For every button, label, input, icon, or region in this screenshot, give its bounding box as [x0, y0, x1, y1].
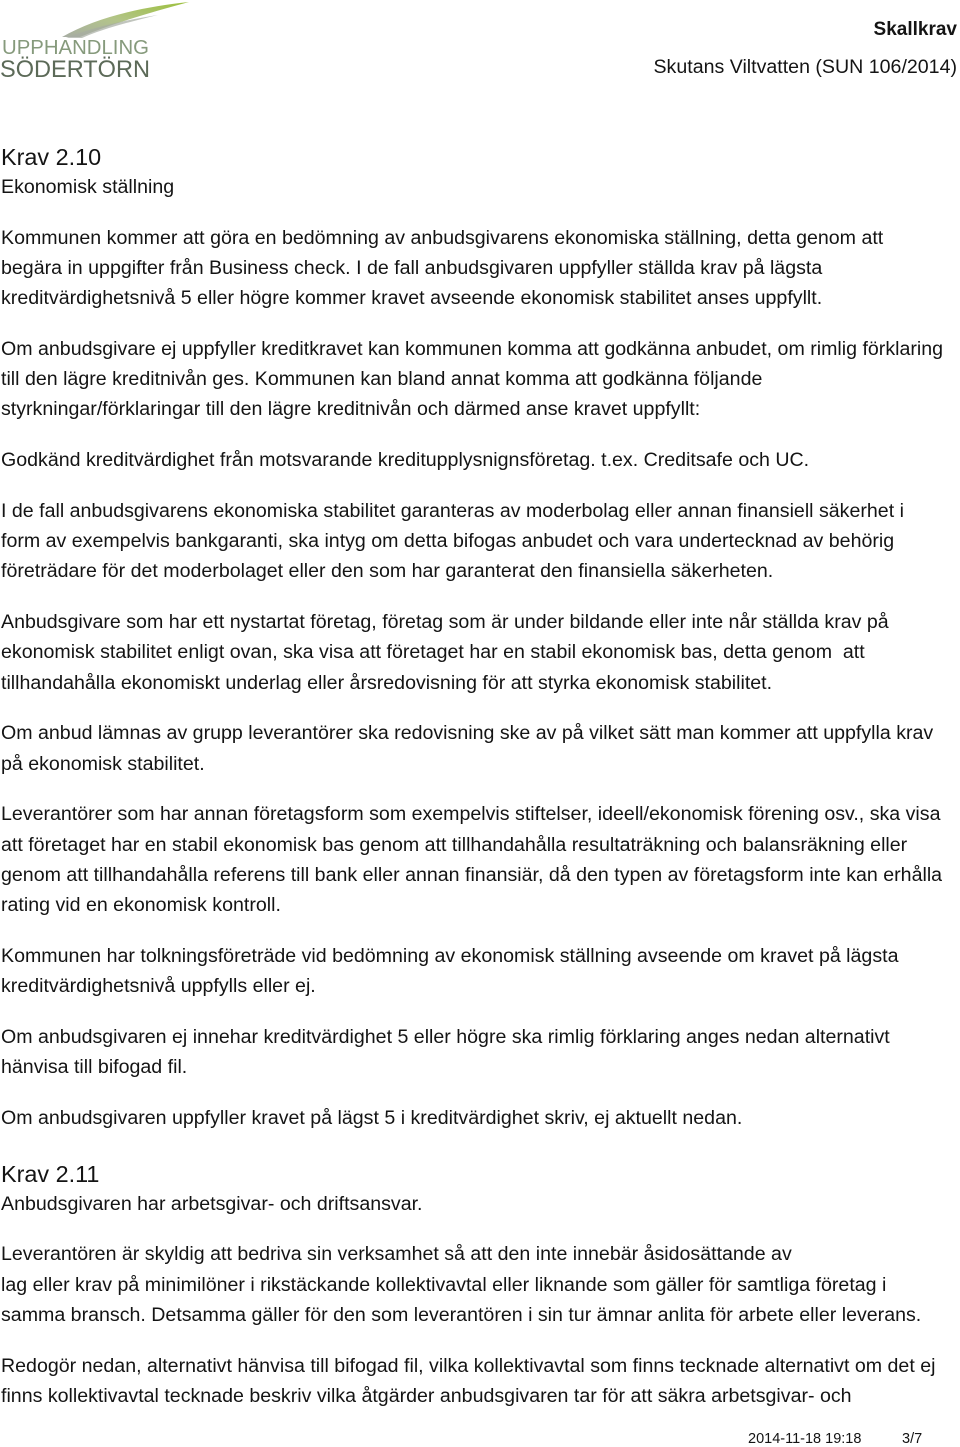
paragraph [1, 1351, 958, 1411]
requirement-section [1, 1154, 958, 1411]
footer-timestamp: 2014-11-18 19:18 [748, 1431, 862, 1447]
text-line: genom att tillhandahålla referens till bank eller annan finansiär, då den typen av företagsform inte kan erhålla [1, 863, 943, 886]
text-line: tillhandahålla ekonomiskt underlag eller årsredovisning för att styrka ekonomisk stabilitet. [1, 671, 773, 694]
section-heading: Krav 2.10 [1, 144, 102, 170]
text-line: Redogör nedan, alternativt hänvisa till bifogad fil, vilka kollektivavtal som finns tecknade alternativt om det ej [1, 1354, 936, 1377]
paragraph [1, 334, 958, 425]
section-heading: Krav 2.11 [1, 1160, 100, 1187]
document-subtitle: Skutans Viltvatten (SUN 106/2014) [653, 56, 957, 78]
text-line: ekonomisk stabilitet enligt ovan, ska visa att företaget har en stabil ekonomisk bas, detta genom att [1, 641, 865, 664]
text-line: Om anbudsgivaren uppfyller kravet på lägst 5 i kreditvärdighet skriv, ej aktuellt nedan. [1, 1106, 743, 1129]
text-line: Leverantörer som har annan företagsform som exempelvis stiftelser, ideell/ekonomisk förening osv., ska visa [1, 803, 941, 826]
text-line: begära in uppgifter från Business check. I de fall anbudsgivaren uppfyller ställda krav på lägsta [1, 257, 823, 279]
paragraph [1, 607, 958, 698]
text-line: företrädare för det moderbolaget eller den som har garanterat den finansiella säkerheten. [1, 560, 774, 583]
text-line: att företaget har en stabil ekonomisk bas genom att tillhandahålla resultaträkning och balansräkning eller [1, 833, 908, 856]
document-body [1, 143, 958, 1411]
section-subheading: Ekonomisk ställning [1, 176, 175, 198]
upphandling-sodertorn-logo [0, 0, 192, 82]
paragraph [1, 496, 958, 587]
text-line: lag eller krav på minimilöner i rikstäckande kollektivavtal eller liknande som gäller för samtliga företag i [1, 1273, 887, 1296]
text-line: Kommunen kommer att göra en bedömning av anbudsgivarens ekonomiska ställning, detta genom att [1, 226, 884, 249]
paragraph [1, 1022, 958, 1082]
footer-page-number: 3/7 [902, 1431, 923, 1447]
text-line: rating vid en ekonomisk kontroll. [1, 894, 281, 917]
text-line: Om anbudsgivare ej uppfyller kreditkravet kan kommunen komma att godkänna anbudet, om rimlig förklaring [1, 338, 944, 360]
paragraph [1, 718, 958, 778]
text-line: Om anbudsgivaren ej innehar kreditvärdighet 5 eller högre ska rimlig förklaring anges nedan alternativt [1, 1025, 890, 1048]
text-line: kreditvärdighetsnivå uppfylls eller ej. [1, 975, 316, 998]
leaf-swoosh-icon [62, 2, 189, 37]
text-line: Kommunen har tolkningsföreträde vid bedömning av ekonomisk ställning avseende om kravet på lägsta [1, 944, 899, 967]
requirement-section [1, 143, 958, 1133]
logo-text-sodertorn: SÖDERTÖRN [0, 56, 150, 82]
text-line: styrkningar/förklaringar till den lägre kreditnivån och därmed anse kravet uppfyllt: [1, 398, 701, 421]
text-line: till den lägre kreditnivån ges. Kommunen kan bland annat komma att godkänna följande [1, 368, 763, 391]
text-line: samma bransch. Detsamma gäller för den som leverantören i sin tur ämnar anlita för arbete eller leverans. [1, 1303, 922, 1326]
text-line: Anbudsgivare som har ett nystartat företag, företag som är under bildande eller inte når ställda krav på [1, 611, 889, 634]
text-line: kreditvärdighetsnivå 5 eller högre kommer kravet avseende ekonomisk stabilitet anses uppfyllt. [1, 287, 823, 310]
paragraph [1, 223, 958, 314]
paragraph [1, 941, 958, 1001]
paragraph [1, 1103, 958, 1133]
paragraph [1, 799, 958, 920]
text-line: Leverantören är skyldig att bedriva sin verksamhet så att den inte innebär åsidosättande av [1, 1243, 792, 1266]
text-line: Om anbud lämnas av grupp leverantörer ska redovisning ske av på vilket sätt man kommer att uppfylla krav [1, 722, 934, 745]
logo-text-upphandling: UPPHANDLING [2, 37, 149, 59]
text-line: finns kollektivavtal tecknade beskriv vilka åtgärder anbudsgivaren tar för att säkra arbetsgivar- och [1, 1384, 852, 1407]
text-line: I de fall anbudsgivarens ekonomiska stabilitet garanteras av moderbolag eller annan finansiell säkerhet i [1, 500, 904, 522]
paragraph [1, 1239, 958, 1330]
paragraph [1, 445, 958, 475]
text-line: form av exempelvis bankgaranti, ska intyg om detta bifogas anbudet och vara undertecknad av behörig [1, 530, 895, 553]
document-title: Skallkrav [873, 19, 957, 40]
text-line: hänvisa till bifogad fil. [1, 1056, 188, 1079]
section-subheading: Anbudsgivaren har arbetsgivar- och driftsansvar. [1, 1192, 423, 1215]
text-line: på ekonomisk stabilitet. [1, 752, 205, 775]
text-line: Godkänd kreditvärdighet från motsvarande kreditupplysnignsföretag. t.ex. Creditsafe och UC. [1, 449, 810, 472]
